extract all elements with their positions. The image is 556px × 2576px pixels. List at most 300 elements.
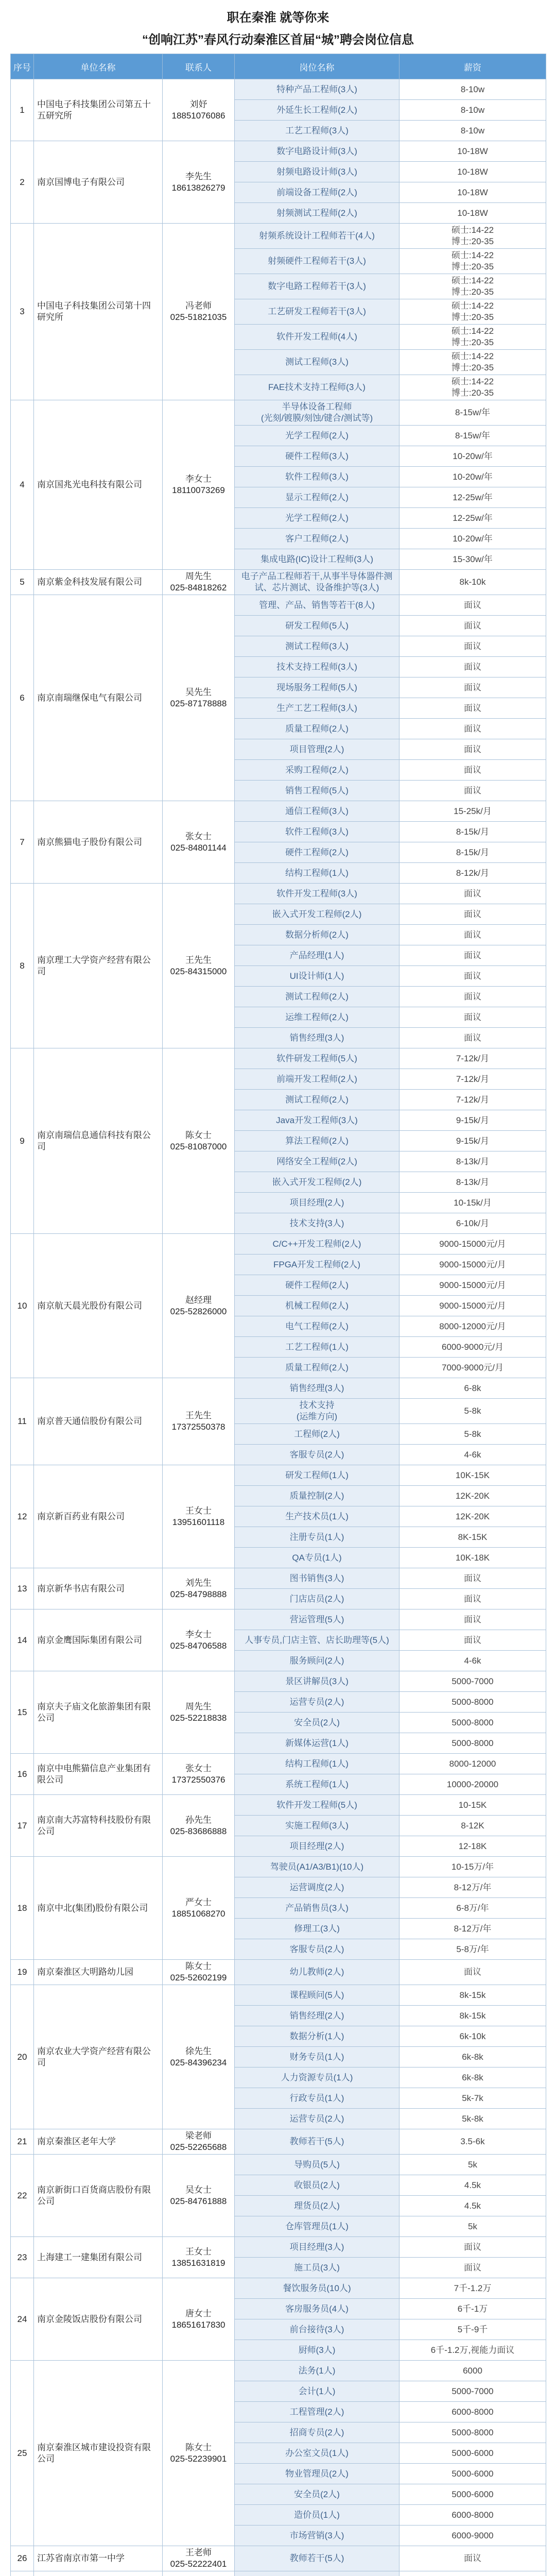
cell-salary: 10-20w/年 [399, 529, 546, 549]
cell-position: 生产技术员(1人) [235, 1506, 399, 1527]
table-row [11, 2546, 546, 2571]
cell-salary: 8-13k/月 [399, 1172, 546, 1193]
cell-salary: 面议 [399, 2546, 546, 2571]
cell-position: 销售经理(3人) [235, 1028, 399, 1048]
cell-no: 5 [11, 570, 34, 595]
col-header-contact: 联系人 [163, 54, 235, 79]
cell-position: 研发工程师(5人) [235, 616, 399, 636]
cell-position: 电子产品工程师若干,从事半导体器件测试、芯片测试、设备维护等(3人) [235, 570, 399, 595]
table-row [11, 570, 546, 595]
cell-position: 系统工程师(1人) [235, 1774, 399, 1795]
cell-position: 项目管理(2人) [235, 739, 399, 760]
cell-position: 射频测试工程师(2人) [235, 203, 399, 224]
cell-position: 营运管理(5人) [235, 1609, 399, 1630]
cell-contact: 梁老师 025-52265688 [163, 2129, 235, 2155]
cell-salary: 4-6k [399, 1445, 546, 1465]
cell-position: 项目经理(2人) [235, 1193, 399, 1213]
cell-company: 上海建工一建集团有限公司 [34, 2237, 163, 2278]
cell-position: 客户工程师(2人) [235, 529, 399, 549]
cell-position: 运营专员(2人) [235, 1692, 399, 1713]
cell-position: 安全员(2人) [235, 2484, 399, 2505]
cell-position: 外延生长工程师(2人) [235, 100, 399, 121]
cell-salary: 8-10w [399, 121, 546, 141]
cell-contact: 赵经理 025-52826000 [163, 1234, 235, 1378]
cell-contact: 王先生 025-84315000 [163, 884, 235, 1048]
cell-position: 硬件工程师(2人) [235, 842, 399, 863]
cell-no: 2 [11, 141, 34, 224]
cell-no: 18 [11, 1857, 34, 1960]
cell-position: 研发工程师(1人) [235, 1465, 399, 1486]
cell-position: 项目经理(2人) [235, 1836, 399, 1857]
cell-salary: 5000-8000 [399, 1733, 546, 1754]
cell-salary: 10-20w/年 [399, 446, 546, 467]
cell-salary: 面议 [399, 945, 546, 966]
table-row [11, 1465, 546, 1486]
cell-contact: 王女士 13951601118 [163, 1465, 235, 1568]
col-header-company: 单位名称 [34, 54, 163, 79]
cell-position: 办公室文员(1人) [235, 2443, 399, 2464]
cell-position: 造价员(1人) [235, 2505, 399, 2526]
cell-contact: 周先生 025-52218838 [163, 1671, 235, 1754]
cell-salary: 硕士:14-22 博士:20-35 [399, 375, 546, 400]
cell-position: 软件开发工程师(4人) [235, 325, 399, 350]
cell-salary: 面议 [399, 884, 546, 904]
cell-position: 集成电路(IC)设计工程师(3人) [235, 549, 399, 570]
cell-contact: 王女士 13851631819 [163, 2237, 235, 2278]
cell-position: 销售经理(3人) [235, 1378, 399, 1399]
cell-position: 教师若干(5人) [235, 2546, 399, 2571]
cell-position: 幼儿教师(2人) [235, 1960, 399, 1985]
cell-salary: 5000-7000 [399, 2381, 546, 2402]
cell-position: 网络安全工程师(2人) [235, 1151, 399, 1172]
cell-position: 课程顾问(5人) [235, 1985, 399, 2006]
cell-position: 餐饮服务员(10人) [235, 2278, 399, 2299]
cell-salary: 5-8万/年 [399, 1939, 546, 1960]
cell-no: 19 [11, 1960, 34, 1985]
cell-salary: 10000-20000 [399, 1774, 546, 1795]
cell-contact: 刘先生 025-84798888 [163, 1568, 235, 1609]
cell-position: 结构工程师(1人) [235, 1754, 399, 1774]
cell-position: 前端设备工程师(2人) [235, 182, 399, 203]
cell-position: 项目经理(3人) [235, 2237, 399, 2258]
cell-position: 硬件工程师(3人) [235, 446, 399, 467]
cell-company: 南京南瑞继保电气有限公司 [34, 595, 163, 801]
cell-no: 10 [11, 1234, 34, 1378]
cell-salary: 12-25w/年 [399, 508, 546, 529]
cell-salary: 6000-8000 [399, 2505, 546, 2526]
cell-company: 南京航天晨光股份有限公司 [34, 1234, 163, 1378]
cell-salary: 硕士:14-22 博士:20-35 [399, 224, 546, 249]
cell-salary: 7千-1.2万 [399, 2278, 546, 2299]
cell-position: 半导体设备工程师 (光刻/镀膜/刻蚀/键合/测试等) [235, 400, 399, 426]
cell-position: C/C++开发工程师(2人) [235, 1234, 399, 1255]
cell-position: 导购员(5人) [235, 2155, 399, 2175]
cell-position: 财务专员(1人) [235, 2047, 399, 2067]
cell-position: UI设计师(1人) [235, 966, 399, 987]
cell-salary: 硕士:14-22 博士:20-35 [399, 249, 546, 274]
cell-salary: 5千-9千 [399, 2319, 546, 2340]
cell-company: 中国电子科技集团公司第十四研究所 [34, 224, 163, 400]
cell-position: 管理、产品、销售等若干(8人) [235, 595, 399, 616]
cell-position: 市场营销(3人) [235, 2526, 399, 2546]
cell-position: 修理工(3人) [235, 1919, 399, 1939]
cell-position: 施工员(3人) [235, 2258, 399, 2278]
cell-company: 南京新百药业有限公司 [34, 1465, 163, 1568]
cell-position: 驾驶员(A1/A3/B1)(10人) [235, 1857, 399, 1877]
cell-salary: 6-8万/年 [399, 1898, 546, 1919]
cell-position: 软件工程师(3人) [235, 467, 399, 487]
cell-company: 南京国兆光电科技有限公司 [34, 400, 163, 570]
cell-position: 机械工程师(2人) [235, 1296, 399, 1316]
cell-salary: 8-12K [399, 1816, 546, 1836]
table-row [11, 79, 546, 100]
cell-contact: 王先生 17372550378 [163, 1378, 235, 1465]
cell-position: 数据分析(1人) [235, 2026, 399, 2047]
cell-salary: 5-8k [399, 1424, 546, 1445]
cell-salary: 8k-15k [399, 2006, 546, 2026]
cell-position: 现场服务工程师(5人) [235, 677, 399, 698]
cell-salary: 5000-7000 [399, 1671, 546, 1692]
cell-company: 南京南大苏富特科技股份有限公司 [34, 1795, 163, 1857]
cell-position: 行政专员(1人) [235, 2088, 399, 2109]
cell-position: 人事专员,门店主管、店长助理等(5人) [235, 1630, 399, 1651]
cell-position: 通信工程师(3人) [235, 801, 399, 822]
cell-no: 6 [11, 595, 34, 801]
cell-no: 17 [11, 1795, 34, 1857]
cell-company: 南京熊猫电子股份有限公司 [34, 801, 163, 884]
cell-position: 测试工程师(3人) [235, 350, 399, 375]
cell-salary: 6-8k [399, 1378, 546, 1399]
table-row [11, 884, 546, 904]
cell-position: 质量工程师(2人) [235, 1358, 399, 1378]
table-body [11, 79, 546, 2576]
cell-company: 南京秦淮区老年大学 [34, 2129, 163, 2155]
table-row [11, 1234, 546, 1255]
cell-salary: 12K-20K [399, 1506, 546, 1527]
cell-contact: 陈女士 025-52602199 [163, 1960, 235, 1985]
cell-salary: 7-12k/月 [399, 1090, 546, 1110]
cell-position [235, 2571, 399, 2576]
cell-no: 16 [11, 1754, 34, 1795]
cell-salary: 3.5-6k [399, 2129, 546, 2155]
cell-position: 测试工程师(2人) [235, 1090, 399, 1110]
table-row [11, 1985, 546, 2006]
cell-salary: 8000-12000元/月 [399, 1316, 546, 1337]
cell-salary: 12K-20K [399, 1486, 546, 1506]
table-row [11, 2278, 546, 2299]
page-header [0, 0, 556, 54]
cell-no: 7 [11, 801, 34, 884]
cell-salary: 8K-15K [399, 1527, 546, 1548]
cell-company [34, 2571, 163, 2576]
cell-salary: 6000-9000元/月 [399, 1337, 546, 1358]
cell-salary: 4.5k [399, 2196, 546, 2216]
cell-position: 结构工程师(1人) [235, 863, 399, 884]
cell-contact: 陈女士 025-52239901 [163, 2361, 235, 2546]
cell-salary: 5000-8000 [399, 1713, 546, 1733]
cell-salary: 12-18K [399, 1836, 546, 1857]
cell-position: 电气工程师(2人) [235, 1316, 399, 1337]
cell-no: 1 [11, 79, 34, 141]
cell-company: 南京理工大学资产经营有限公司 [34, 884, 163, 1048]
cell-salary: 5k-7k [399, 2088, 546, 2109]
cell-salary: 面议 [399, 1630, 546, 1651]
cell-salary: 面议 [399, 781, 546, 801]
cell-company: 南京夫子庙文化旅游集团有限公司 [34, 1671, 163, 1754]
cell-contact: 孙先生 025-83686888 [163, 1795, 235, 1857]
cell-position: 技术支持工程师(3人) [235, 657, 399, 677]
cell-position: 客服专员(2人) [235, 1445, 399, 1465]
cell-salary: 面议 [399, 1568, 546, 1589]
cell-position: 软件开发工程师(3人) [235, 884, 399, 904]
cell-no: 22 [11, 2155, 34, 2237]
cell-salary: 6k-8k [399, 2067, 546, 2088]
cell-salary: 10-18W [399, 203, 546, 224]
cell-salary: 10-15k/月 [399, 1193, 546, 1213]
cell-salary: 4.5k [399, 2175, 546, 2196]
cell-no: 21 [11, 2129, 34, 2155]
cell-position: 质量控制(2人) [235, 1486, 399, 1506]
cell-no: 3 [11, 224, 34, 400]
cell-salary: 8k-15k [399, 1985, 546, 2006]
cell-no: 26 [11, 2546, 34, 2571]
cell-position: 产品经理(1人) [235, 945, 399, 966]
cell-position: 收银员(2人) [235, 2175, 399, 2196]
cell-position: 运营调度(2人) [235, 1877, 399, 1898]
cell-salary: 15-30w/年 [399, 549, 546, 570]
cell-salary: 6000 [399, 2361, 546, 2381]
table-row [11, 1960, 546, 1985]
cell-salary: 8-10w [399, 100, 546, 121]
cell-position: 销售经理(2人) [235, 2006, 399, 2026]
cell-no: 11 [11, 1378, 34, 1465]
cell-salary: 5000-6000 [399, 2484, 546, 2505]
cell-company: 南京新华书店有限公司 [34, 1568, 163, 1609]
cell-no: 15 [11, 1671, 34, 1754]
cell-salary: 6000-9000 [399, 2526, 546, 2546]
cell-salary: 面议 [399, 657, 546, 677]
table-row [11, 2155, 546, 2175]
cell-company: 南京国博电子有限公司 [34, 141, 163, 224]
cell-salary: 8000-12000 [399, 1754, 546, 1774]
cell-contact: 唐女士 18651617830 [163, 2278, 235, 2361]
cell-salary: 面议 [399, 616, 546, 636]
cell-no: 20 [11, 1985, 34, 2129]
cell-salary: 6-10k/月 [399, 1213, 546, 1234]
col-header-position: 岗位名称 [235, 54, 399, 79]
cell-position: 教师若干(5人) [235, 2129, 399, 2155]
cell-position: 理货员(2人) [235, 2196, 399, 2216]
cell-no: 12 [11, 1465, 34, 1568]
cell-contact: 王老师 025-52222401 [163, 2546, 235, 2571]
cell-position: 工艺研发工程师若干(3人) [235, 299, 399, 325]
cell-position: 特种产品工程师(3人) [235, 79, 399, 100]
cell-position: 数据分析师(2人) [235, 925, 399, 945]
cell-company: 南京中电熊猫信息产业集团有限公司 [34, 1754, 163, 1795]
cell-salary: 面议 [399, 595, 546, 616]
cell-contact: 吴先生 025-87178888 [163, 595, 235, 801]
cell-company: 南京普天通信股份有限公司 [34, 1378, 163, 1465]
cell-salary: 面议 [399, 925, 546, 945]
table-header-row [11, 54, 546, 79]
cell-position: 招商专员(2人) [235, 2422, 399, 2443]
cell-salary: 面议 [399, 636, 546, 657]
cell-position: 景区讲解员(3人) [235, 1671, 399, 1692]
cell-contact: 徐先生 025-84396234 [163, 1985, 235, 2129]
cell-salary: 硕士:14-22 博士:20-35 [399, 274, 546, 299]
cell-no: 4 [11, 400, 34, 570]
cell-company: 南京农业大学资产经营有限公司 [34, 1985, 163, 2129]
table-row [11, 2361, 546, 2381]
cell-salary: 5000-8000 [399, 1692, 546, 1713]
cell-salary: 6k-10k [399, 2026, 546, 2047]
cell-position: 人力资源专员(1人) [235, 2067, 399, 2088]
cell-salary: 5-8k [399, 1399, 546, 1424]
cell-no: 24 [11, 2278, 34, 2361]
cell-salary: 硕士:14-22 博士:20-35 [399, 325, 546, 350]
cell-salary: 8-15w/年 [399, 400, 546, 426]
cell-salary: 8-15k/月 [399, 842, 546, 863]
cell-salary: 8-10w [399, 79, 546, 100]
col-header-no: 序号 [11, 54, 34, 79]
cell-salary: 12-25w/年 [399, 487, 546, 508]
cell-salary: 8-12k/月 [399, 863, 546, 884]
cell-position: 显示工程师(2人) [235, 487, 399, 508]
cell-salary: 硕士:14-22 博士:20-35 [399, 350, 546, 375]
table-row [11, 1568, 546, 1589]
cell-company: 南京金陵饭店股份有限公司 [34, 2278, 163, 2361]
cell-salary: 15-25k/月 [399, 801, 546, 822]
cell-contact: 李女士 18110073269 [163, 400, 235, 570]
table-row [11, 1754, 546, 1774]
cell-position: 新媒体运营(1人) [235, 1733, 399, 1754]
table-row [11, 1378, 546, 1399]
cell-salary: 5000-8000 [399, 2422, 546, 2443]
cell-position: 销售工程师(5人) [235, 781, 399, 801]
cell-no [11, 2571, 34, 2576]
table-row [11, 1857, 546, 1877]
cell-salary: 5000-6000 [399, 2443, 546, 2464]
cell-salary: 8-15w/年 [399, 426, 546, 446]
table-row [11, 2237, 546, 2258]
cell-salary: 面议 [399, 760, 546, 781]
cell-salary: 面议 [399, 966, 546, 987]
cell-company: 南京南瑞信息通信科技有限公司 [34, 1048, 163, 1234]
cell-position: 服务顾问(2人) [235, 1651, 399, 1671]
cell-salary: 5k [399, 2155, 546, 2175]
cell-salary: 4-6k [399, 1651, 546, 1671]
cell-salary: 面议 [399, 2258, 546, 2278]
cell-position: 工艺工程师(3人) [235, 121, 399, 141]
cell-salary: 面议 [399, 1028, 546, 1048]
cell-salary: 面议 [399, 1589, 546, 1609]
cell-salary: 8-12万/年 [399, 1877, 546, 1898]
table-row [11, 224, 546, 249]
cell-salary: 6千-1.2万,视能力面议 [399, 2340, 546, 2361]
cell-position: 光学工程师(2人) [235, 508, 399, 529]
table-row [11, 2571, 546, 2576]
cell-no: 9 [11, 1048, 34, 1234]
cell-position: 软件开发工程师(5人) [235, 1795, 399, 1816]
cell-contact: 张女士 025-84801144 [163, 801, 235, 884]
cell-salary: 8-15k/月 [399, 822, 546, 842]
cell-salary: 8k-10k [399, 570, 546, 595]
cell-salary: 7-12k/月 [399, 1048, 546, 1069]
col-header-salary: 薪资 [399, 54, 546, 79]
cell-position: 客服专员(2人) [235, 1939, 399, 1960]
cell-salary: 5k-8k [399, 2109, 546, 2129]
cell-company: 南京新街口百货商店股份有限公司 [34, 2155, 163, 2237]
cell-position: 前台接待(3人) [235, 2319, 399, 2340]
table-row [11, 141, 546, 162]
cell-salary: 面议 [399, 904, 546, 925]
table-row [11, 1795, 546, 1816]
table-row [11, 801, 546, 822]
page-title: 职在秦淮 就等你来 [227, 11, 329, 25]
cell-contact: 严女士 18851068270 [163, 1857, 235, 1960]
table-row [11, 595, 546, 616]
cell-salary: 面议 [399, 1007, 546, 1028]
cell-salary: 面议 [399, 2237, 546, 2258]
cell-company: 江苏省南京市第一中学 [34, 2546, 163, 2571]
cell-contact: 李女士 025-84706588 [163, 1609, 235, 1671]
cell-salary: 10-18W [399, 182, 546, 203]
cell-position: 工艺工程师(1人) [235, 1337, 399, 1358]
cell-position: 数字电路设计师(3人) [235, 141, 399, 162]
cell-salary: 9000-15000元/月 [399, 1296, 546, 1316]
cell-salary: 硕士:14-22 博士:20-35 [399, 299, 546, 325]
cell-position: 前端开发工程师(2人) [235, 1069, 399, 1090]
cell-position: 图书销售(3人) [235, 1568, 399, 1589]
cell-no: 8 [11, 884, 34, 1048]
cell-salary: 10-20w/年 [399, 467, 546, 487]
cell-contact: 周先生 025-84818262 [163, 570, 235, 595]
cell-position: 光学工程师(2人) [235, 426, 399, 446]
cell-position: 物业管理员(2人) [235, 2464, 399, 2484]
cell-no: 13 [11, 1568, 34, 1609]
cell-contact: 李先生 18613826279 [163, 141, 235, 224]
cell-salary: 9000-15000元/月 [399, 1275, 546, 1296]
cell-salary: 10K-18K [399, 1548, 546, 1568]
cell-salary: 9000-15000元/月 [399, 1255, 546, 1275]
cell-position: 实施工程师(3人) [235, 1816, 399, 1836]
cell-position: 运维工程师(2人) [235, 1007, 399, 1028]
cell-position: Java开发工程师(3人) [235, 1110, 399, 1131]
cell-contact: 吴女士 025-84761888 [163, 2155, 235, 2237]
cell-salary: 8-12万/年 [399, 1919, 546, 1939]
cell-salary: 7-12k/月 [399, 1069, 546, 1090]
table-row [11, 2129, 546, 2155]
cell-position: 软件研发工程师(5人) [235, 1048, 399, 1069]
cell-salary: 面议 [399, 1609, 546, 1630]
cell-salary: 面议 [399, 719, 546, 739]
cell-position: 安全员(2人) [235, 1713, 399, 1733]
cell-company: 中国电子科技集团公司第五十五研究所 [34, 79, 163, 141]
cell-position: 会计(1人) [235, 2381, 399, 2402]
cell-position: 软件工程师(3人) [235, 822, 399, 842]
cell-no: 14 [11, 1609, 34, 1671]
cell-contact [163, 2571, 235, 2576]
cell-position: 产品销售员(3人) [235, 1898, 399, 1919]
cell-position: 注册专员(1人) [235, 1527, 399, 1548]
cell-salary: 9-15k/月 [399, 1131, 546, 1151]
cell-position: 测试工程师(2人) [235, 987, 399, 1007]
cell-company: 南京紫金科技发展有限公司 [34, 570, 163, 595]
cell-salary: 10-18W [399, 162, 546, 182]
cell-position: 嵌入式开发工程师(2人) [235, 904, 399, 925]
table-row [11, 1609, 546, 1630]
cell-position: 客房服务员(4人) [235, 2299, 399, 2319]
